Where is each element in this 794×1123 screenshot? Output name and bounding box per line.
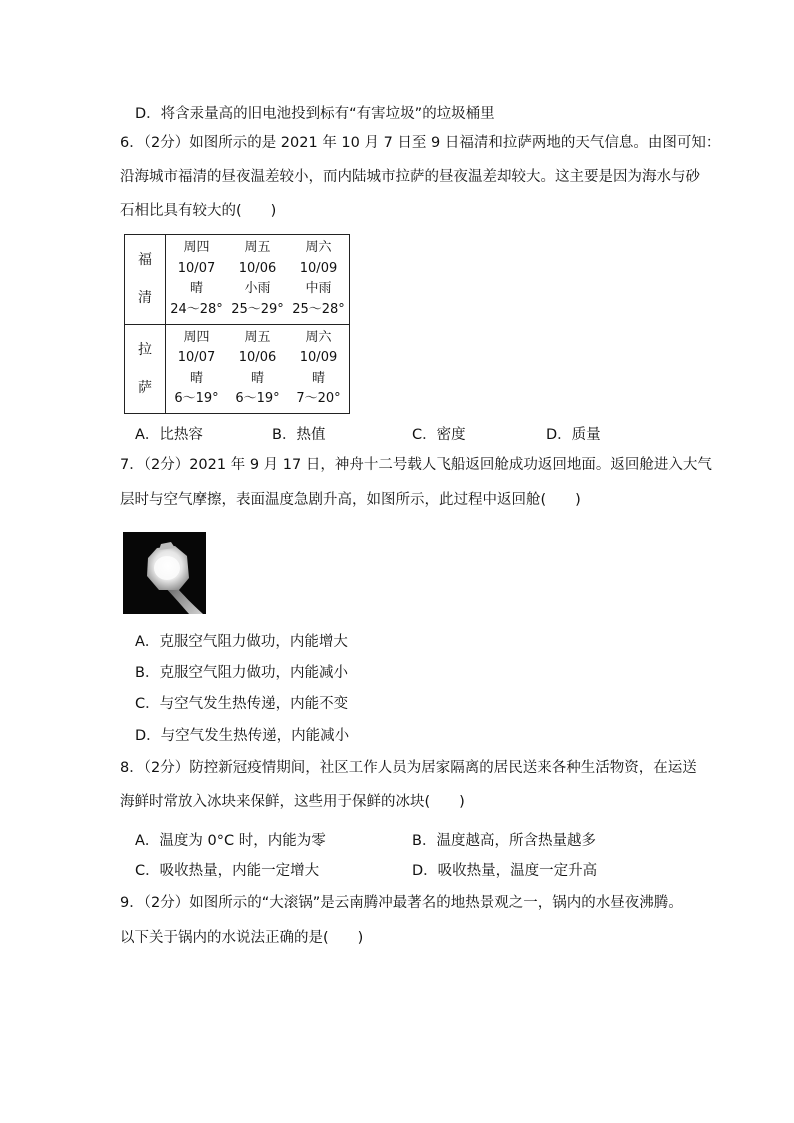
- city-cell-lasa: [125, 324, 166, 414]
- weather-label: 小雨: [244, 281, 271, 296]
- q6-stem-line-3: 石相比具有较大的( ): [120, 203, 277, 219]
- q7-stem-line-2: 层时与空气摩擦，表面温度急剧升高，如图所示，此过程中返回舱( ): [120, 492, 581, 508]
- weather-label: 晴: [189, 370, 203, 386]
- day-label: 周六: [305, 240, 332, 255]
- q7-option-a: A．克服空气阻力做功，内能增大: [135, 634, 348, 650]
- date-label: 10/09: [299, 350, 338, 365]
- date-label: 10/06: [238, 350, 277, 365]
- day-label: 周四: [183, 240, 210, 255]
- day-label: 周五: [244, 240, 271, 255]
- day-label: 周六: [305, 329, 332, 345]
- q6-option-b: B．热值: [272, 427, 326, 443]
- q8-option-c: C．吸收热量，内能一定增大: [135, 863, 320, 879]
- weather-label: 晴: [189, 281, 203, 296]
- city-cell-fuqing: [125, 235, 166, 325]
- date-label: 10/09: [299, 260, 338, 276]
- q6-option-c: C．密度: [412, 427, 466, 443]
- temperature-label: 7～20°: [296, 391, 341, 406]
- q8-stem-line-2: 海鲜时常放入冰块来保鲜，这些用于保鲜的冰块( ): [120, 794, 465, 810]
- city-name-fuqing-2: 清: [138, 290, 152, 307]
- q8-option-d: D．吸收热量，温度一定升高: [412, 863, 598, 879]
- date-label: 10/07: [177, 350, 216, 365]
- forecast-cell-lasa: [166, 324, 350, 414]
- weather-label: 中雨: [305, 281, 332, 296]
- temperature-label: 25～28°: [292, 301, 345, 317]
- q9-stem-line-2: 以下关于锅内的水说法正确的是( ): [120, 930, 364, 946]
- q8-stem-line-1: 8．（2分）防控新冠疫情期间，社区工作人员为居家隔离的居民送来各种生活物资，在运送: [120, 760, 697, 776]
- weather-table: [124, 234, 350, 414]
- return-capsule-photo: [123, 532, 206, 614]
- weather-row-fuqing: [125, 235, 350, 325]
- temperature-label: 24～28°: [170, 301, 223, 317]
- q7-option-c: C．与空气发生热传递，内能不变: [135, 696, 349, 712]
- q7-stem-line-1: 7．（2分）2021 年 9 月 17 日，神舟十二号载人飞船返回舱成功返回地面。返回舱进入大气: [120, 457, 712, 473]
- q6-stem-line-2: 沿海城市福清的昼夜温差较小，而内陆城市拉萨的昼夜温差却较大。这主要是因为海水与砂: [120, 169, 700, 185]
- q7-option-d: D．与空气发生热传递，内能减小: [135, 728, 350, 744]
- q9-stem-line-1: 9．（2分）如图所示的“大滚锅”是云南腾冲最著名的地热景观之一，锅内的水昼夜沸腾。: [120, 895, 683, 911]
- weather-label: 晴: [311, 370, 325, 386]
- weather-label: 晴: [250, 370, 264, 386]
- date-label: 10/06: [238, 260, 277, 276]
- q8-option-b: B．温度越高，所含热量越多: [412, 833, 596, 849]
- temperature-label: 25～29°: [231, 301, 284, 317]
- q7-option-b: B．克服空气阻力做功，内能减小: [135, 665, 348, 681]
- temperature-label: 6～19°: [174, 391, 219, 406]
- q6-option-d: D．质量: [546, 427, 601, 443]
- day-label: 周五: [244, 329, 271, 345]
- date-label: 10/07: [177, 260, 216, 276]
- city-name-lasa-2: 萨: [138, 379, 152, 396]
- q6-option-a: A．比热容: [135, 427, 203, 443]
- q5-option-d: D．将含汞量高的旧电池投到标有“有害垃圾”的垃圾桶里: [135, 106, 495, 122]
- city-name-lasa-1: 拉: [138, 341, 152, 358]
- day-label: 周四: [183, 329, 210, 345]
- temperature-label: 6～19°: [235, 391, 280, 406]
- q8-option-a: A．温度为 0°C 时，内能为零: [135, 833, 326, 849]
- q6-stem-line-1: 6．（2分）如图所示的是 2021 年 10 月 7 日至 9 日福清和拉萨两地的天气信息。由图可知：: [120, 135, 721, 151]
- city-name-fuqing-1: 福: [138, 252, 152, 269]
- return-capsule-image: [123, 532, 206, 614]
- forecast-cell-fuqing: [166, 235, 350, 325]
- weather-row-lasa: [125, 324, 350, 414]
